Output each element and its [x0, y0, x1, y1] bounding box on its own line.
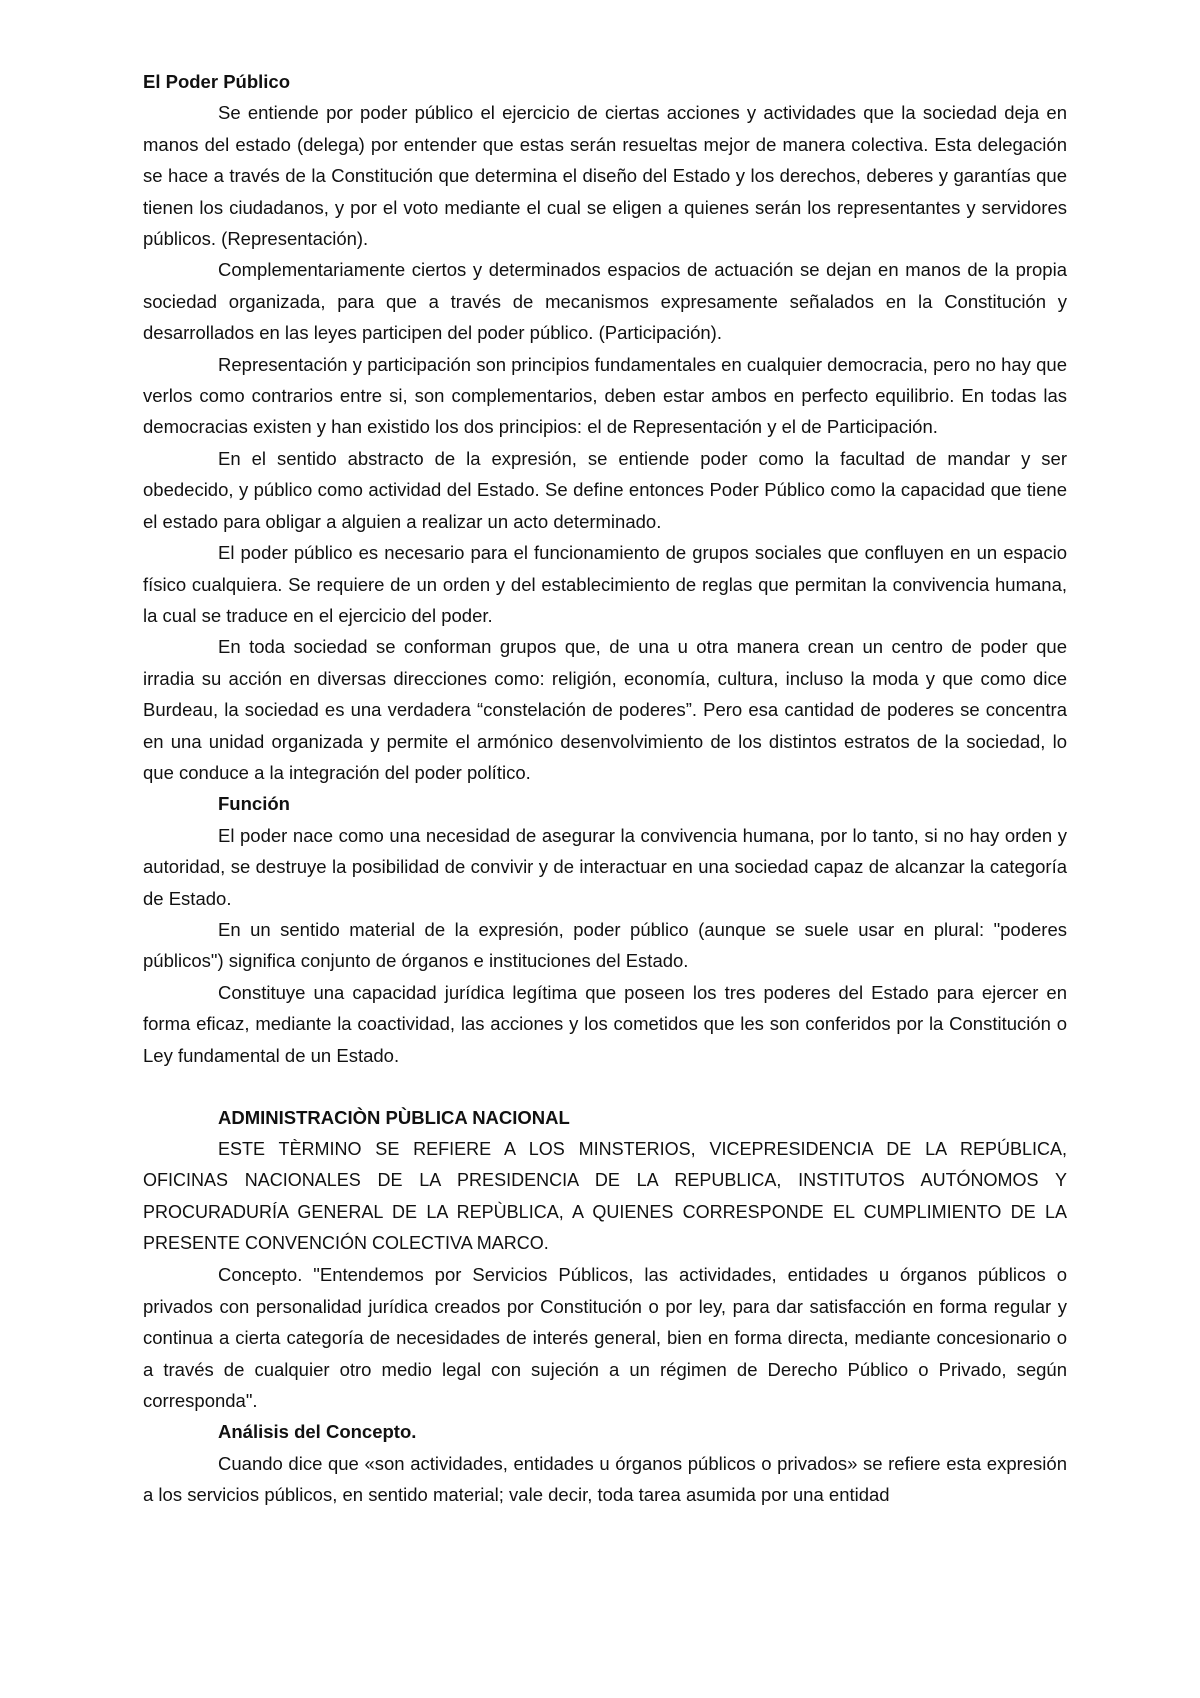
paragraph: Constituye una capacidad jurídica legítima que poseen los tres poderes del Estado para ejercer en forma eficaz, mediante la coactividad, las acciones y los cometidos que les son conferidos por la Constitución o Ley fundamental de un Estado.	[143, 981, 1067, 1066]
paragraph: Cuando dice que «son actividades, entidades u órganos públicos o privados» se refiere esta expresión a los servicios públicos, en sentido material; vale decir, toda tarea asumida por una entidad	[143, 1452, 1067, 1506]
paragraph: Se entiende por poder público el ejercicio de ciertas acciones y actividades que la sociedad deja en manos del estado (delega) por entender que estas serán resueltas mejor de manera colectiva. Esta delegación se hace a través de la Constitución que determina el diseño del Estado y los derechos, deberes y garantías que tienen los ciudadanos, y por el voto mediante el cual se eligen a quienes serán los representantes y servidores públicos. (Representación).	[143, 102, 1067, 250]
paragraph: En el sentido abstracto de la expresión, se entiende poder como la facultad de mandar y ser obedecido, y público como actividad del Estado. Se define entonces Poder Público como la capacidad que tiene el estado para obligar a alguien a realizar un acto determinado.	[143, 447, 1067, 532]
paragraph: En un sentido material de la expresión, poder público (aunque se suele usar en plural: "poderes públicos") significa conjunto de órganos e instituciones del Estado.	[143, 918, 1067, 972]
paragraph: Representación y participación son principios fundamentales en cualquier democracia, pero no hay que verlos como contrarios entre si, son complementarios, deben estar ambos en perfecto equilibrio. En todas las democracias existen y han existido los dos principios: el de Representación y el de Participación.	[143, 353, 1067, 438]
paragraph: El poder nace como una necesidad de asegurar la convivencia humana, por lo tanto, si no hay orden y autoridad, se destruye la posibilidad de convivir y de interactuar en una sociedad capaz de alcanzar la categoría de Estado.	[143, 824, 1067, 909]
section-heading-funcion: Función	[218, 793, 290, 815]
paragraph: En toda sociedad se conforman grupos que, de una u otra manera crean un centro de poder que irradia su acción en diversas direcciones como: religión, economía, cultura, incluso la moda y que como dice Burdeau, la sociedad es una verdadera “constelación de poderes”. Pero esa cantidad de poderes se concentra en una unidad organizada y permite el armónico desenvolvimiento de los distintos estratos de la sociedad, lo que conduce a la integración del poder político.	[143, 636, 1067, 783]
document-page	[143, 66, 1067, 1511]
paragraph: El poder público es necesario para el funcionamiento de grupos sociales que confluyen en un espacio físico cualquiera. Se requiere de un orden y del establecimiento de reglas que permitan la convivencia humana, la cual se traduce en el ejercicio del poder.	[143, 542, 1067, 626]
section-heading-administracion: ADMINISTRACIÒN PÙBLICA NACIONAL	[218, 1107, 570, 1129]
spacer	[143, 1071, 1067, 1102]
paragraph-concepto: Concepto. "Entendemos por Servicios Públicos, las actividades, entidades u órganos públicos o privados con personalidad jurídica creados por Constitución o por ley, para dar satisfacción en forma regular y continua a cierta categoría de necesidades de interés general, bien en forma directa, mediante concesionario o a través de cualquier otro medio legal con sujeción a un régimen de Derecho Público o Privado, según corresponda".	[143, 1264, 1067, 1412]
paragraph: Complementariamente ciertos y determinados espacios de actuación se dejan en manos de la propia sociedad organizada, para que a través de mecanismos expresamente señalados en la Constitución y desarrollados en las leyes participen del poder público. (Participación).	[143, 259, 1067, 344]
document-title: El Poder Público	[143, 71, 290, 92]
section-heading-analisis: Análisis del Concepto.	[218, 1421, 417, 1443]
paragraph-uppercase: ESTE TÈRMINO SE REFIERE A LOS MINSTERIOS, VICEPRESIDENCIA DE LA REPÚBLICA, OFICINAS NACIONALES DE LA PRESIDENCIA DE LA REPUBLICA, INSTITUTOS AUTÓNOMOS Y PROCURADURÍA GENERAL DE LA REPÙBLICA, A QUIENES CORRESPONDE EL CUMPLIMIENTO DE LA PRESENTE CONVENCIÓN COLECTIVA MARCO.	[143, 1138, 1067, 1254]
